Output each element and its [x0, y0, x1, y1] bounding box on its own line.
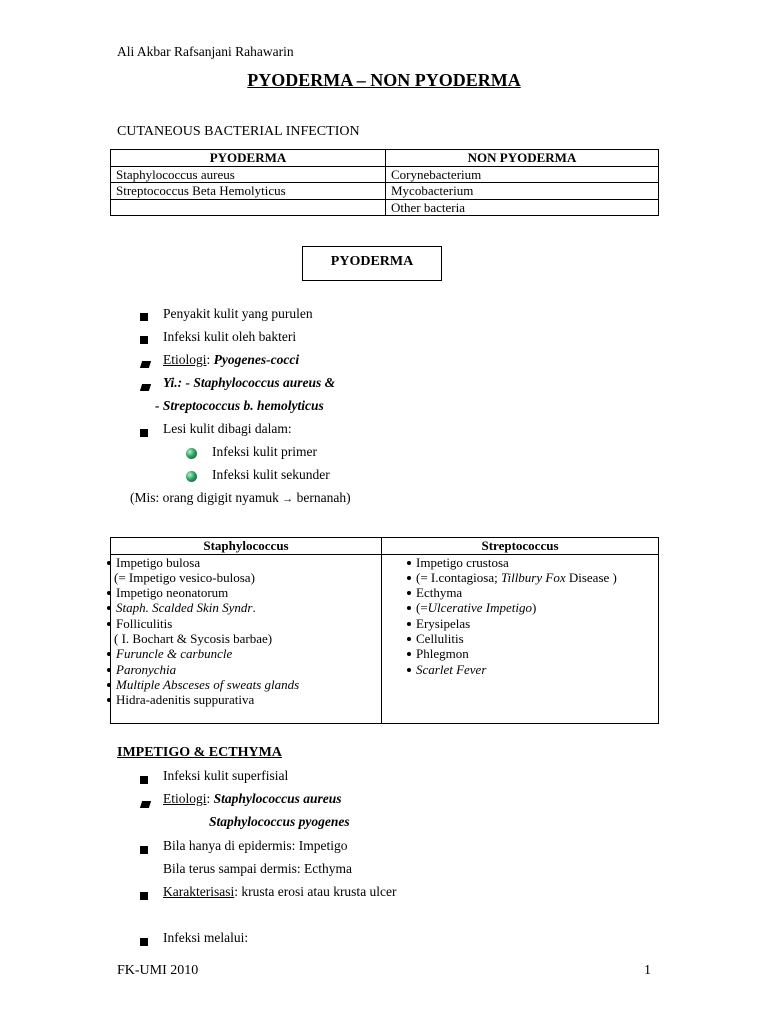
list-item: Ecthyma	[416, 585, 653, 600]
table-cell: Staphylococcus aureus	[111, 166, 386, 183]
table-row	[111, 554, 659, 723]
table-cell	[111, 199, 386, 216]
list-item: Folliculitis	[116, 616, 376, 631]
list-item: ( I. Bochart & Sycosis barbae)	[114, 630, 273, 646]
square-bullet-icon	[140, 888, 148, 904]
organism-table	[110, 537, 659, 724]
table-row	[111, 166, 659, 183]
list-item: Impetigo crustosa	[416, 555, 653, 570]
characterization-line: Karakterisasi: krusta erosi atau krusta ulcer	[163, 884, 397, 899]
square-bullet-icon	[140, 309, 148, 325]
square-bullet-icon	[140, 934, 148, 950]
etiology-line: Etiologi: Staphylococcus aureus	[163, 791, 342, 806]
table-header-cell: Staphylococcus	[111, 538, 382, 555]
slanted-bullet-icon	[141, 379, 150, 395]
staph-cell	[111, 554, 382, 723]
bullet-continuation: - Streptococcus b. hemolyticus	[155, 398, 324, 413]
table-header-cell: PYODERMA	[111, 150, 386, 167]
list-item: Erysipelas	[416, 616, 653, 631]
list-item: Multiple Absceses of sweats glands	[116, 677, 376, 692]
table-header-cell: Streptococcus	[382, 538, 659, 555]
strep-cell	[382, 554, 659, 723]
table-header-cell: NON PYODERMA	[386, 150, 659, 167]
bullet-continuation: Bila terus sampai dermis: Ecthyma	[163, 861, 352, 876]
table-cell: Streptococcus Beta Hemolyticus	[111, 183, 386, 200]
etiology-line: Etiologi: Pyogenes-cocci	[163, 352, 300, 367]
list-item: Scarlet Fever	[416, 662, 653, 677]
bullet-text: Lesi kulit dibagi dalam:	[163, 421, 292, 436]
list-item: Staph. Scalded Skin Syndr.	[116, 600, 376, 615]
bullet-continuation: Staphylococcus pyogenes	[209, 814, 350, 829]
list-item: (= Impetigo vesico-bulosa)	[114, 569, 255, 585]
table-cell: Other bacteria	[386, 199, 659, 216]
slanted-bullet-icon	[141, 796, 150, 812]
square-bullet-icon	[140, 842, 148, 858]
square-bullet-icon	[140, 772, 148, 788]
list-item: Furuncle & carbuncle	[116, 646, 376, 661]
sub-bullet-text: Infeksi kulit sekunder	[212, 467, 330, 482]
square-bullet-icon	[140, 425, 148, 441]
list-item: Phlegmon	[416, 646, 653, 661]
footer-label: FK-UMI 2010	[117, 963, 199, 978]
table-header-row	[111, 538, 659, 555]
list-item: (= I.contagiosa; Tillbury Fox Disease )	[416, 570, 653, 585]
slanted-bullet-icon	[141, 356, 150, 372]
list-item: Paronychia	[116, 662, 376, 677]
globe-bullet-icon	[186, 470, 197, 486]
arrow-right-icon: →	[282, 493, 294, 505]
bacteria-table	[110, 149, 659, 216]
impetigo-heading: IMPETIGO & ECTHYMA	[117, 745, 282, 760]
bullet-text: Bila hanya di epidermis: Impetigo	[163, 838, 348, 853]
pyoderma-box-heading: PYODERMA	[302, 246, 442, 281]
example-note: (Mis: orang digigit nyamuk → bernanah)	[130, 490, 351, 505]
list-item: Impetigo bulosa	[116, 555, 376, 570]
list-item: Impetigo neonatorum	[116, 585, 376, 600]
author-name: Ali Akbar Rafsanjani Rahawarin	[117, 44, 294, 59]
bullet-text: Infeksi kulit oleh bakteri	[163, 329, 297, 344]
bullet-text: Infeksi kulit superfisial	[163, 768, 289, 783]
square-bullet-icon	[140, 332, 148, 348]
list-item: Cellulitis	[416, 631, 653, 646]
globe-bullet-icon	[186, 447, 197, 463]
table-row	[111, 199, 659, 216]
bullet-text: Infeksi melalui:	[163, 930, 249, 945]
list-item: Hidra-adenitis suppurativa	[116, 692, 376, 707]
table-cell: Corynebacterium	[386, 166, 659, 183]
table-header-row	[111, 150, 659, 167]
table-row	[111, 183, 659, 200]
bullet-text: Yi.: - Staphylococcus aureus &	[163, 375, 336, 390]
page-number: 1	[644, 963, 651, 978]
bullet-text: Penyakit kulit yang purulen	[163, 306, 313, 321]
page-title: PYODERMA – NON PYODERMA	[247, 70, 521, 90]
table-cell: Mycobacterium	[386, 183, 659, 200]
section-heading: CUTANEOUS BACTERIAL INFECTION	[117, 124, 360, 139]
list-item: (=Ulcerative Impetigo)	[416, 600, 653, 615]
sub-bullet-text: Infeksi kulit primer	[212, 444, 317, 459]
